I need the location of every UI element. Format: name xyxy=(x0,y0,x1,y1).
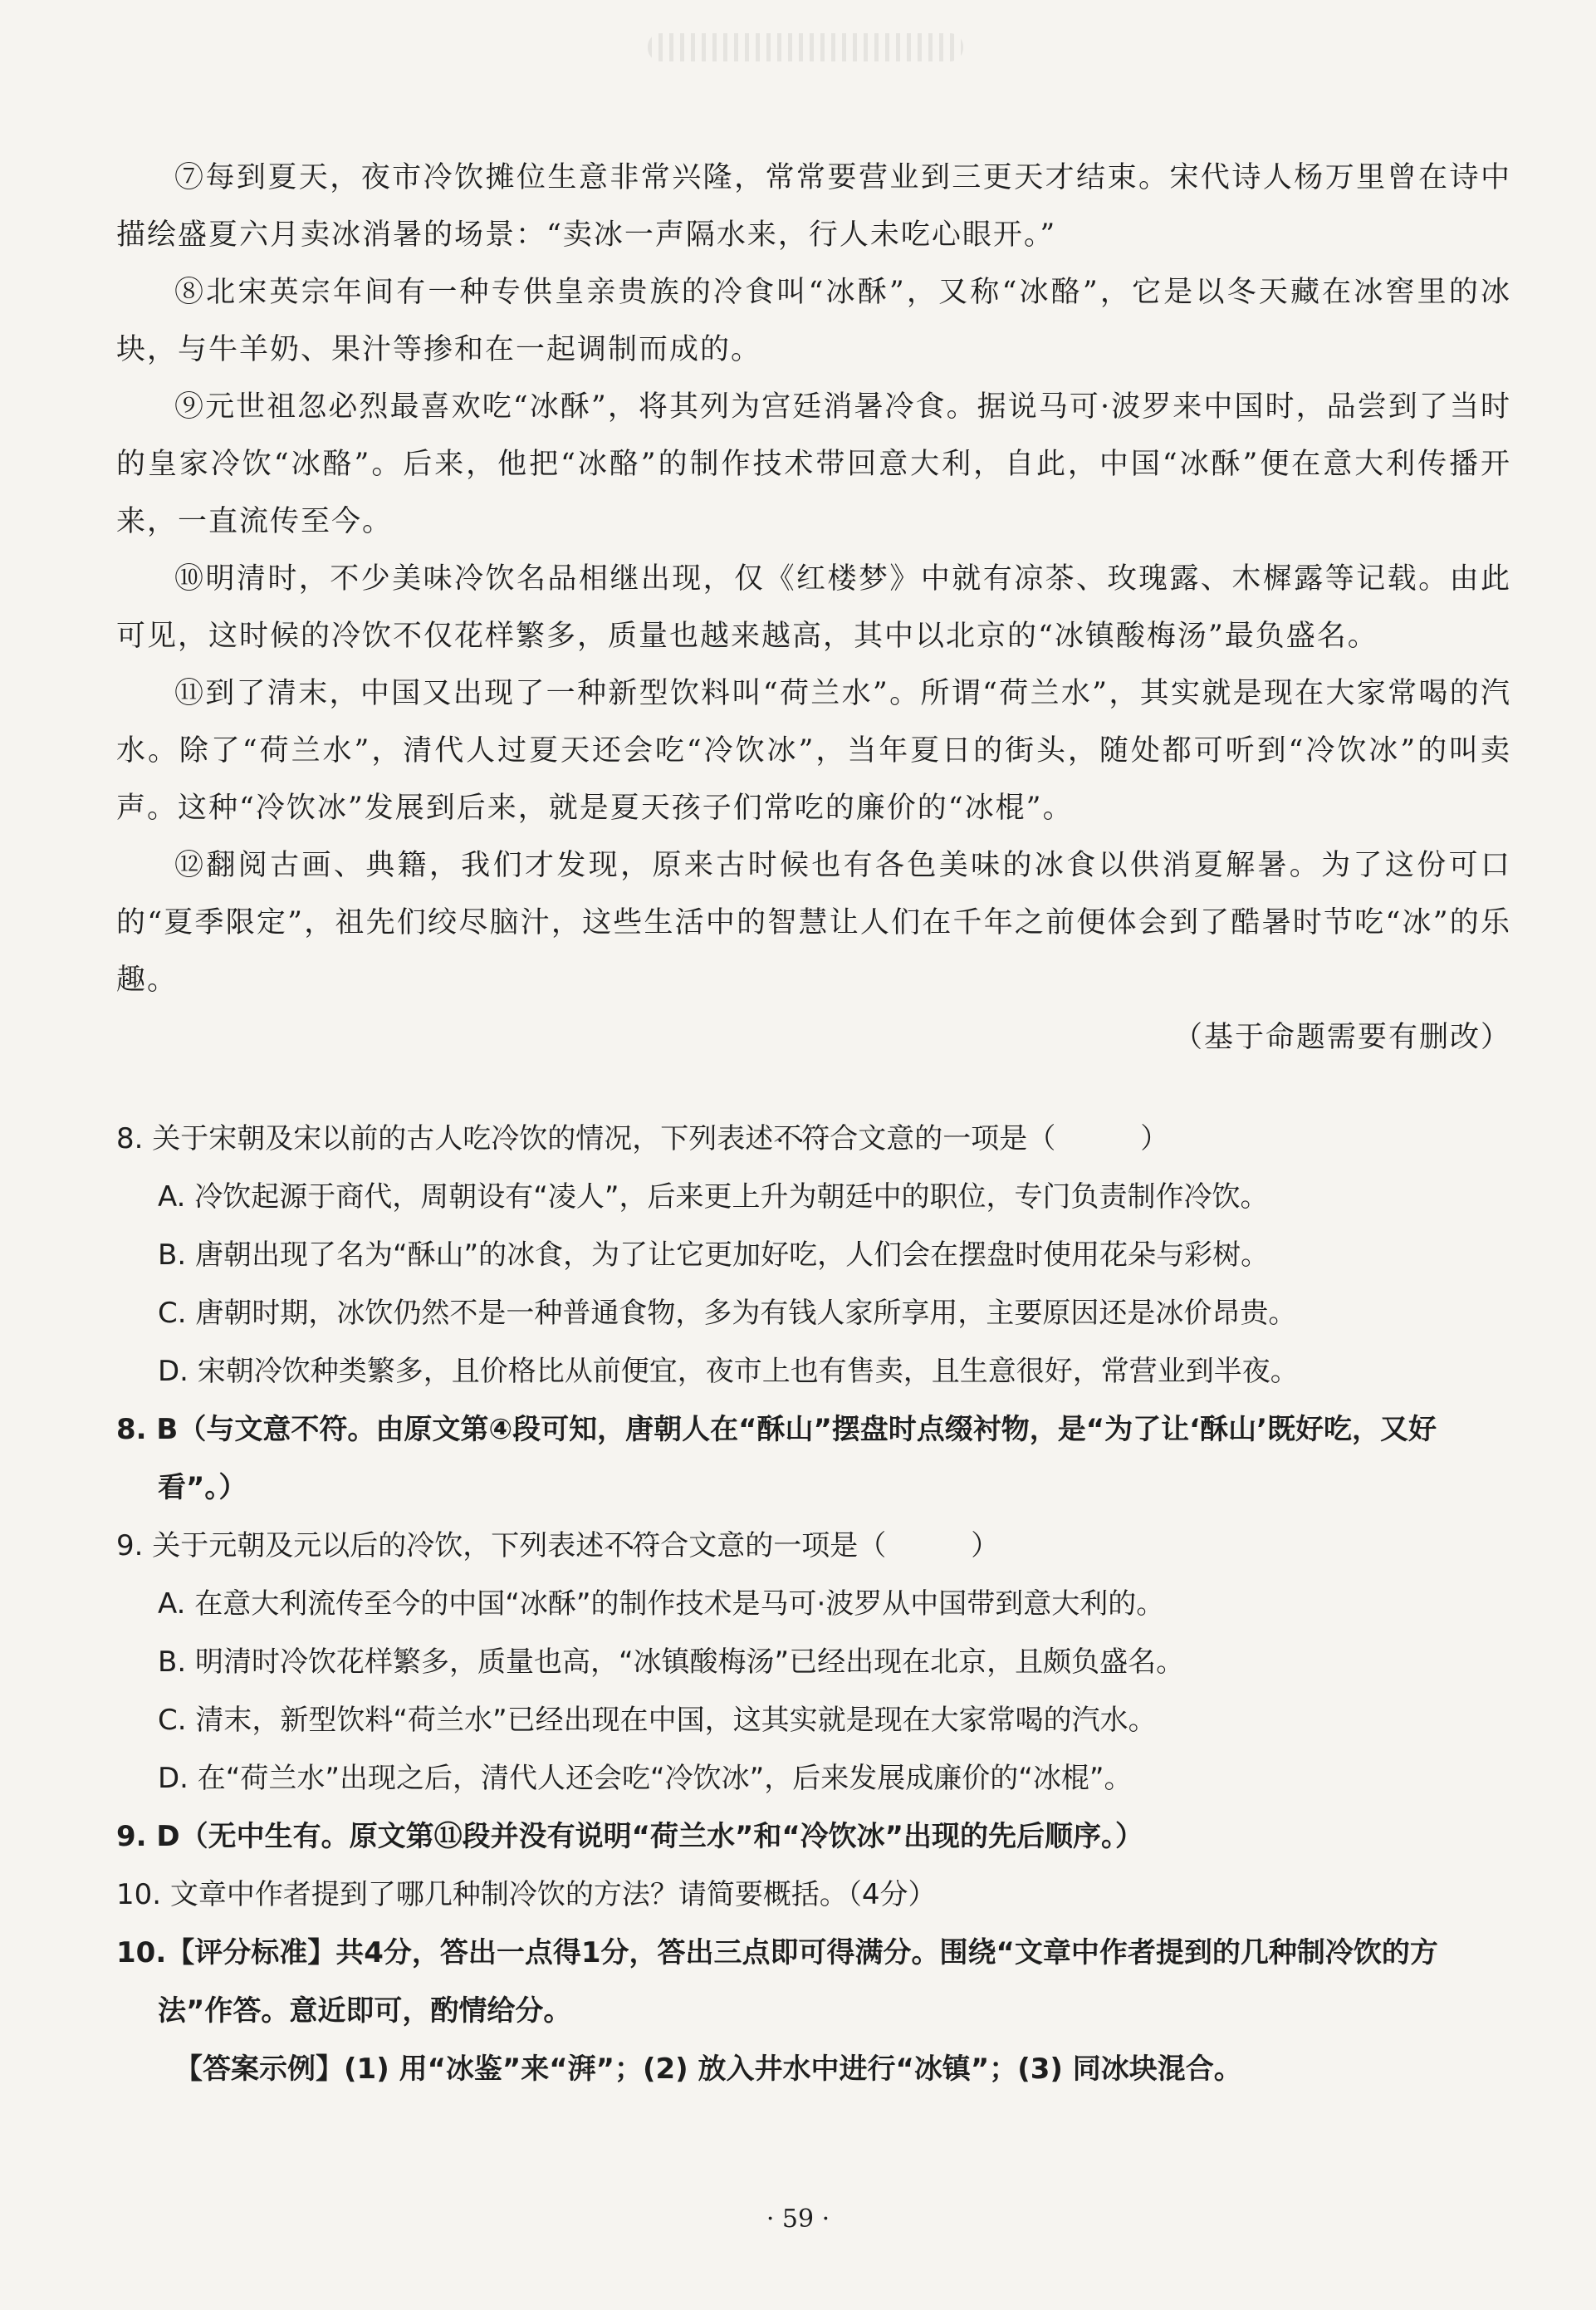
answer-9: 9. D（无中生有。原文第⑪段并没有说明“荷兰水”和“冷饮冰”出现的先后顺序。） xyxy=(116,1820,1144,1853)
page-number: · 59 · xyxy=(766,2205,830,2234)
question-8-option-a: A. 冷饮起源于商代，周朝设有“凌人”，后来更上升为朝廷中的职位，专门负责制作冷饮。 xyxy=(158,1180,1269,1214)
question-8-option-b: B. 唐朝出现了名为“酥山”的冰食，为了让它更加好吃，人们会在摆盘时使用花朵与彩树。 xyxy=(158,1238,1270,1272)
paragraph-12: ⑫翻阅古画、典籍，我们才发现，原来古时候也有各色美味的冰食以供消夏解暑。为了这份可口的“夏季限定”，祖先们绞尽脑汁，这些生活中的智慧让人们在千年之前便体会到了酷暑时节吃“冰”的乐趣。 xyxy=(116,849,1511,997)
paragraph-8: ⑧北宋英宗年间有一种专供皇亲贵族的冷食叫“冰酥”，又称“冰酪”，它是以冬天藏在冰窖里的冰块，与牛羊奶、果汁等掺和在一起调制而成的。 xyxy=(116,276,1511,366)
answer-10-example: 【答案示例】(1) 用“冰鉴”来“湃”；(2) 放入井水中进行“冰镇”；(3) 同冰块混合。 xyxy=(174,2053,1242,2086)
question-8-emphasis: 不符合 • • • xyxy=(773,1122,858,1155)
paragraph-10: ⑩明清时，不少美味冷饮名品相继出现，仅《红楼梦》中就有凉茶、玫瑰露、木樨露等记载。由此可见，这时候的冷饮不仅花样繁多，质量也越来越高，其中以北京的“冰镇酸梅汤”最负盛名。 xyxy=(116,562,1511,653)
question-8-option-d: D. 宋朝冷饮种类繁多，且价格比从前便宜，夜市上也有售卖，且生意很好，常营业到半夜。 xyxy=(158,1355,1299,1388)
question-9-option-a: A. 在意大利流传至今的中国“冰酥”的制作技术是马可·波罗从中国带到意大利的。 xyxy=(158,1587,1165,1621)
question-8 xyxy=(116,1110,1511,1168)
question-9 xyxy=(116,1517,1511,1575)
reading-passage xyxy=(116,150,1511,1067)
question-9-option-d: D. 在“荷兰水”出现之后，清代人还会吃“冷饮冰”，后来发展成廉价的“冰棍”。 xyxy=(158,1762,1133,1795)
question-10: 10. 文章中作者提到了哪几种制冷饮的方法？请简要概括。（4分） xyxy=(116,1878,937,1911)
question-9-option-c: C. 清末，新型饮料“荷兰水”已经出现在中国，这其实就是现在大家常喝的汽水。 xyxy=(158,1704,1157,1737)
paragraph-9: ⑨元世祖忽必烈最喜欢吃“冰酥”，将其列为宫廷消暑冷食。据说马可·波罗来中国时，品尝到了当时的皇家冷饮“冰酪”。后来，他把“冰酪”的制作技术带回意大利，自此，中国“冰酥”便在意大利传播开来，一直流传至今。 xyxy=(116,390,1511,538)
question-9-option-b: B. 明清时冷饮花样繁多，质量也高，“冰镇酸梅汤”已经出现在北京，且颇负盛名。 xyxy=(158,1645,1185,1679)
scan-artifact xyxy=(648,33,963,61)
question-8-option-c: C. 唐朝时期，冰饮仍然不是一种普通食物，多为有钱人家所享用，主要原因还是冰价昂贵。 xyxy=(158,1297,1297,1330)
source-note: （基于命题需要有删改） xyxy=(1173,1021,1511,1054)
question-8-suffix: 文意的一项是（ ） xyxy=(858,1122,1169,1155)
question-9-emphasis: 不符合 • • • xyxy=(604,1529,688,1562)
questions-section xyxy=(116,1110,1511,2098)
question-9-suffix: 文意的一项是（ ） xyxy=(688,1529,1000,1562)
answer-10-criteria: 10.【评分标准】共4分，答出一点得1分，答出三点即可得满分。围绕“文章中作者提到的几种制冷饮的方法”作答。意近即可，酌情给分。 xyxy=(116,1936,1438,2028)
paragraph-11: ⑪到了清末，中国又出现了一种新型饮料叫“荷兰水”。所谓“荷兰水”，其实就是现在大家常喝的汽水。除了“荷兰水”，清代人过夏天还会吃“冷饮冰”，当年夏日的街头，随处都可听到“冷饮冰”的叫卖声。这种“冷饮冰”发展到后来，就是夏天孩子们常吃的廉价的“冰棍”。 xyxy=(116,677,1511,825)
answer-8: 8. B（与文意不符。由原文第④段可知，唐朝人在“酥山”摆盘时点缀衬物，是“为了让‘酥山’既好吃，又好看”。） xyxy=(116,1413,1437,1504)
question-8-prefix: 8. 关于宋朝及宋以前的古人吃冷饮的情况，下列表述 xyxy=(116,1122,774,1155)
paragraph-7: ⑦每到夏天，夜市冷饮摊位生意非常兴隆，常常要营业到三更天才结束。宋代诗人杨万里曾在诗中描绘盛夏六月卖冰消暑的场景：“卖冰一声隔水来，行人未吃心眼开。” xyxy=(116,161,1511,252)
question-9-prefix: 9. 关于元朝及元以后的冷饮，下列表述 xyxy=(116,1529,605,1562)
